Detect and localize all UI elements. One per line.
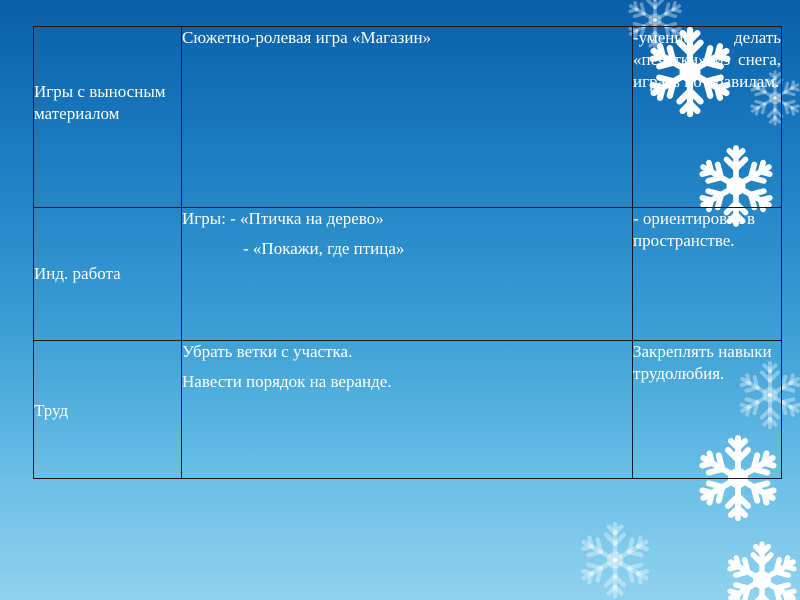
category-cell (34, 27, 182, 208)
activity-cell (182, 341, 633, 479)
goal-text: -умение делать «печатки» из снега, играть по правилам. (633, 28, 781, 91)
snowflake-icon (579, 524, 650, 596)
snowflake-icon (726, 544, 797, 600)
activity-text: Убрать ветки с участка. (182, 342, 353, 361)
category-label: Игры с выносным материалом (34, 82, 166, 123)
category-label: Труд (34, 401, 69, 420)
table-row (34, 341, 782, 479)
table-row (34, 208, 782, 341)
activity-text: Навести порядок на веранде. (182, 372, 392, 391)
plan-table (33, 26, 782, 479)
activity-text: Игры: - «Птичка на дерево» (182, 209, 384, 228)
category-cell (34, 341, 182, 479)
goal-text: Закреплять навыки трудолюбия. (633, 342, 772, 383)
goal-cell (633, 27, 782, 208)
activity-cell (182, 27, 633, 208)
goal-cell (633, 341, 782, 479)
activity-text: Сюжетно-ролевая игра «Магазин» (182, 28, 432, 47)
category-cell (34, 208, 182, 341)
goal-cell (633, 208, 782, 341)
goal-text: - ориентировка в пространстве. (633, 209, 756, 250)
activity-cell (182, 208, 633, 341)
activity-text: - «Покажи, где птица» (243, 239, 405, 258)
category-label: Инд. работа (34, 264, 121, 283)
table-row (34, 27, 782, 208)
